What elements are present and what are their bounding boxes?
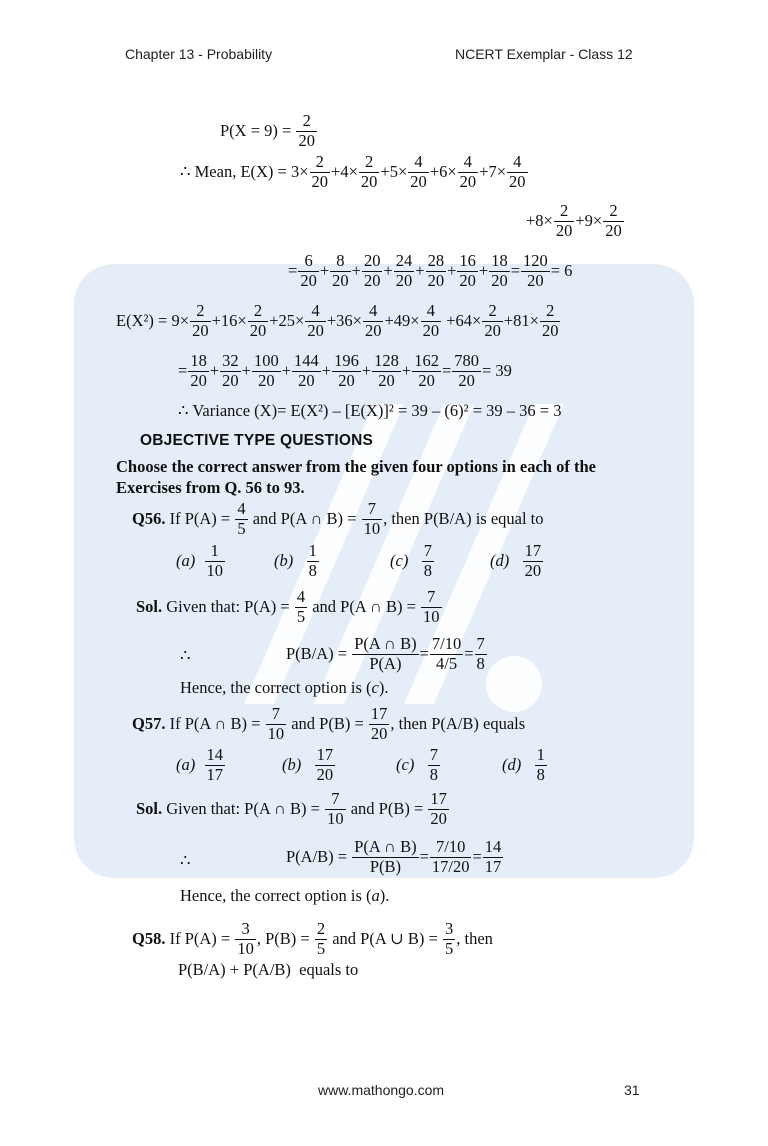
q56-options <box>176 542 544 581</box>
q57-sol-and: and P(B) = <box>350 799 424 819</box>
q57-sol-expr: P(A/B) = <box>286 847 348 867</box>
q57-stem-then: , then <box>390 714 428 734</box>
q57-stem-end: equals <box>483 714 526 734</box>
solution-label: Sol. <box>136 597 163 617</box>
ex2-line: E(X²) = 9× $\frac{2}{20}$ +16× $\frac{2}{20}$ +25× $\frac{4}{20}$ +36× $\frac{4}{20}$ +49× $\frac{4}{20}$ +64× $\frac{2}{20}$ +81× $\frac{2}{20}$ <box>116 301 559 340</box>
q56-solution-given: Sol. Given that: P(A) = $\frac{4}{5}$ and P(A ∩ B) = $\frac{7}{10}$ <box>136 587 440 626</box>
option-c[interactable]: (c) $\frac{7}{8}$ <box>396 745 438 784</box>
q57-solution-expr: P(A/B) = $\frac{P(A \cap B)}{P(B)}$ = $\frac{7/10}{17/20}$ = $\frac{14}{17}$ <box>286 837 502 876</box>
q58-line2-end: equals to <box>299 960 359 979</box>
q58-stem: Q58. If P(A) = $\frac{3}{10}$ , P(B) = $\frac{2}{5}$ and P(A ∪ B) = $\frac{3}{5}$ , then <box>132 919 493 958</box>
px9-line <box>220 112 318 151</box>
q57-sol-given: Given that: P(A ∩ B) = <box>166 799 320 819</box>
page-number: 31 <box>624 1082 640 1098</box>
ex2-lhs: E(X²) = <box>116 311 168 331</box>
mean-line: ∴ Mean, E(X) = 3× $\frac{2}{20}$ +4× $\frac{2}{20}$ +5× $\frac{4}{20}$ +6× $\frac{4}{20}$ +7× $\frac{4}{20}$ <box>180 152 526 191</box>
q56-hence: Hence, the correct option is ( c ). <box>180 678 389 697</box>
variance-line: ∴ Variance (X)= E(X²) – [E(X)]² = 39 – (6)² = 39 – 36 = 3 <box>178 401 562 420</box>
px9-lhs: P(X = 9) = <box>220 121 292 141</box>
question-number: Q57. <box>132 714 166 734</box>
q58-stem-then: , then <box>456 929 493 949</box>
section-heading: OBJECTIVE TYPE QUESTIONS <box>140 432 374 449</box>
q56-sol-and: and P(A ∩ B) = <box>312 597 416 617</box>
q57-options <box>176 746 548 785</box>
q56-stem-and: and P(A ∩ B) = <box>252 509 357 529</box>
instruction-line-2: Exercises from Q. 56 to 93. <box>116 478 305 497</box>
option-d[interactable]: (d) $\frac{1}{8}$ <box>502 745 545 784</box>
q56-stem-then: , then <box>383 509 420 529</box>
book-title: NCERT Exemplar - Class 12 <box>455 46 633 62</box>
q57-stem: Q57. If P(A ∩ B) = $\frac{7}{10}$ and P(B) = $\frac{17}{20}$ , then P(A/B) equals <box>132 704 526 743</box>
q56-stem-if: If P(A) = <box>169 509 231 529</box>
q58-line2-expr: P(B/A) + P(A/B) <box>178 960 291 979</box>
option-a[interactable]: (a) $\frac{14}{17}$ <box>176 745 223 784</box>
option-b[interactable]: (b) $\frac{17}{20}$ <box>282 745 334 784</box>
q56-stem: Q56. If P(A) = $\frac{4}{5}$ and P(A ∩ B) = $\frac{7}{10}$ , then P(B/A) is equal to <box>132 499 544 538</box>
q57-stem-and: and P(B) = <box>291 714 364 734</box>
q57-hence: Hence, the correct option is ( a ). <box>180 886 390 905</box>
q56-sol-given: Given that: P(A) = <box>166 597 290 617</box>
q57-stem-if: If P(A ∩ B) = <box>169 714 261 734</box>
option-b[interactable]: (b) $\frac{1}{8}$ <box>274 541 317 580</box>
q57-solution-given: Sol. Given that: P(A ∩ B) = $\frac{7}{10}$ and P(B) = $\frac{17}{20}$ <box>136 789 447 828</box>
q56-sol-expr: P(B/A) = <box>286 644 348 664</box>
option-a[interactable]: (a) $\frac{1}{10}$ <box>176 541 223 580</box>
solution-label: Sol. <box>136 799 163 819</box>
q56-answer: c <box>371 678 379 697</box>
chapter-title: Chapter 13 - Probability <box>125 46 273 62</box>
mean-sum-line: = $\frac{6}{20}$ + $\frac{8}{20}$ + $\frac{20}{20}$ + $\frac{24}{20}$ + $\frac{28}{20}$ + $\frac{16}{20}$ + $\frac{18}{20}$ = $\frac{120}{20}$ = 6 <box>288 251 573 290</box>
ex2-sum-line: = $\frac{18}{20}$ + $\frac{32}{20}$ + $\frac{100}{20}$ + $\frac{144}{20}$ + $\frac{196}{20}$ + $\frac{128}{20}$ + $\frac{162}{20}$ = $\frac{780}{20}$ = 39 <box>178 351 512 390</box>
mean-line-continued: +8× $\frac{2}{20}$ +9× $\frac{2}{20}$ <box>526 201 622 240</box>
therefore-symbol: ∴ <box>180 646 191 665</box>
fraction: $\frac{2}{20}$ <box>298 111 315 150</box>
q57-stem-expr: P(A/B) <box>431 714 479 734</box>
mean-lhs: ∴ Mean, E(X) = <box>180 162 287 182</box>
q56-stem-end: is equal to <box>475 509 544 529</box>
q58-stem-and: and P(A ∪ B) = <box>332 929 438 949</box>
footer-site-link[interactable]: www.mathongo.com <box>318 1082 445 1098</box>
therefore-symbol: ∴ <box>180 851 191 870</box>
q56-solution-expr: P(B/A) = $\frac{P(A \cap B)}{P(A)}$ = $\frac{7/10}{4/5}$ = $\frac{7}{8}$ <box>286 634 485 673</box>
q58-stem-pb: , P(B) = <box>256 929 310 949</box>
instruction-line-1: Choose the correct answer from the given four options in each of the <box>116 457 596 476</box>
q57-answer: a <box>371 886 380 905</box>
option-c[interactable]: (c) $\frac{7}{8}$ <box>390 541 432 580</box>
q56-stem-expr: P(B/A) <box>423 509 472 529</box>
q58-stem-if: If P(A) = <box>169 929 231 949</box>
q58-line2 <box>178 962 358 979</box>
question-number: Q58. <box>132 929 166 949</box>
option-d[interactable]: (d) $\frac{17}{20}$ <box>490 541 542 580</box>
question-number: Q56. <box>132 509 166 529</box>
